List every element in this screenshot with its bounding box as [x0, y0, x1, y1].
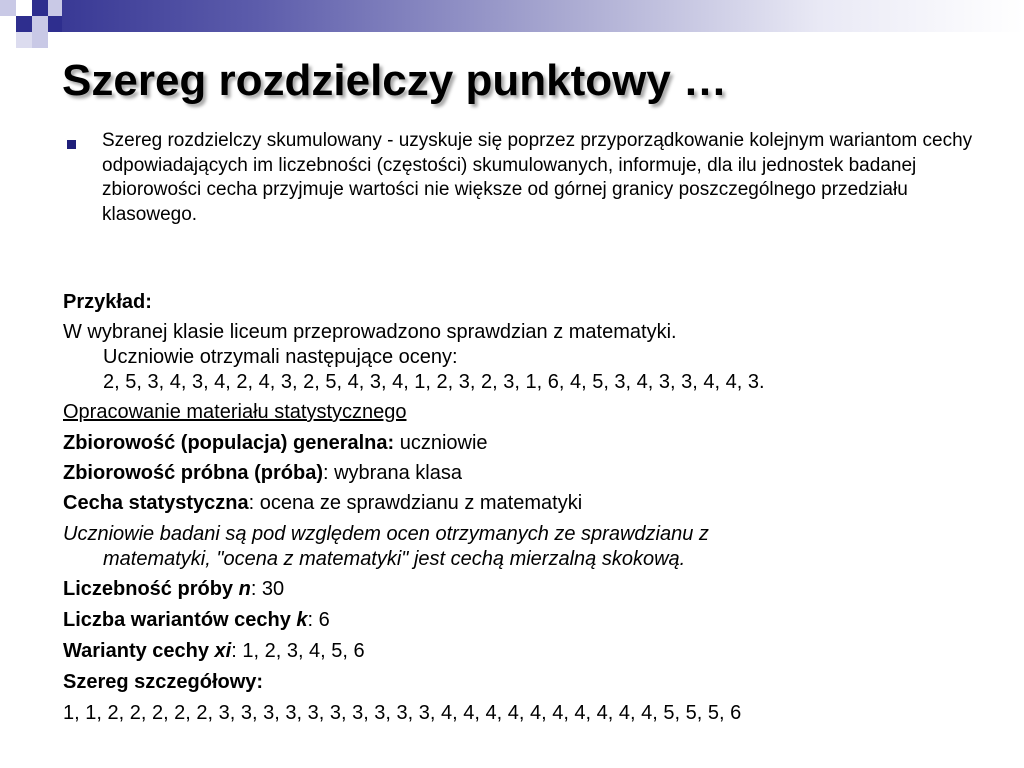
- detailed-series-values: 1, 1, 2, 2, 2, 2, 2, 3, 3, 3, 3, 3, 3, 3, 3, 3, 3, 4, 4, 4, 4, 4, 4, 4, 4, 4, 4, 5, 5, 5, 6: [63, 702, 742, 724]
- sample-size-value: : 30: [250, 578, 285, 600]
- variants-label: Warianty cechy: [63, 640, 215, 662]
- italic-note-line-2: matematyki, "ocena z matematyki" jest cechą mierzalną skokową.: [103, 548, 686, 570]
- header-gradient-bar: [0, 0, 1024, 32]
- intro-line-1: W wybranej klasie liceum przeprowadzono sprawdzian z matematyki.: [63, 321, 677, 343]
- population-row: [63, 431, 488, 455]
- variants-row: [63, 639, 365, 663]
- population-value: uczniowie: [394, 432, 488, 454]
- italic-note-line-1: Uczniowie badani są pod względem ocen otrzymanych ze sprawdzianu z: [63, 523, 709, 545]
- square-bullet-icon: [67, 140, 76, 149]
- processing-heading: Opracowanie materiału statystycznego: [63, 401, 407, 423]
- decor-square: [32, 32, 48, 48]
- decor-square: [0, 0, 16, 16]
- cumulative-series-definition: Szereg rozdzielczy skumulowany - uzyskuje się poprzez przyporządkowanie kolejnym wariantom cechy odpowiadających im liczebności (częstości) skumulowanych, informuje, dla ilu jednostek badanej zbiorowości cecha przyjmuje wartości nie większe od górnej granicy poszczególnego przedziału klasowego.: [102, 130, 973, 225]
- example-label: Przykład:: [63, 291, 152, 313]
- variants-count-symbol: k: [296, 609, 308, 631]
- sample-size-label: Liczebność próby: [63, 578, 239, 600]
- decor-square: [16, 16, 32, 32]
- feature-label: Cecha statystyczna: [63, 492, 249, 514]
- variants-symbol: xi: [214, 640, 232, 662]
- decor-square: [32, 0, 48, 16]
- slide-title: Szereg rozdzielczy punktowy …: [62, 56, 728, 105]
- decor-square: [48, 16, 62, 32]
- decor-square: [16, 32, 32, 48]
- decor-square: [16, 0, 32, 16]
- feature-row: [63, 491, 582, 515]
- variants-count-value: : 6: [307, 609, 330, 631]
- decor-square: [32, 16, 48, 32]
- grades-list: 2, 5, 3, 4, 3, 4, 2, 4, 3, 2, 5, 4, 3, 4, 1, 2, 3, 2, 3, 1, 6, 4, 5, 3, 4, 3, 3, 4, 4, 3.: [103, 371, 765, 393]
- sample-label: Zbiorowość próbna (próba): [63, 462, 323, 484]
- detailed-series-label: Szereg szczegółowy:: [63, 671, 264, 693]
- variants-value: : 1, 2, 3, 4, 5, 6: [231, 640, 365, 662]
- sample-size-row: [63, 577, 284, 601]
- decor-square: [48, 0, 62, 16]
- decor-square: [0, 16, 16, 32]
- sample-value: : wybrana klasa: [323, 462, 462, 484]
- variants-count-label: Liczba wariantów cechy: [63, 609, 297, 631]
- sample-row: [63, 461, 462, 485]
- sample-size-symbol: n: [238, 578, 251, 600]
- feature-value: : ocena ze sprawdzianu z matematyki: [248, 492, 583, 514]
- intro-line-2: Uczniowie otrzymali następujące oceny:: [103, 346, 458, 368]
- variants-count-row: [63, 608, 330, 632]
- population-label: Zbiorowość (populacja) generalna:: [63, 432, 395, 454]
